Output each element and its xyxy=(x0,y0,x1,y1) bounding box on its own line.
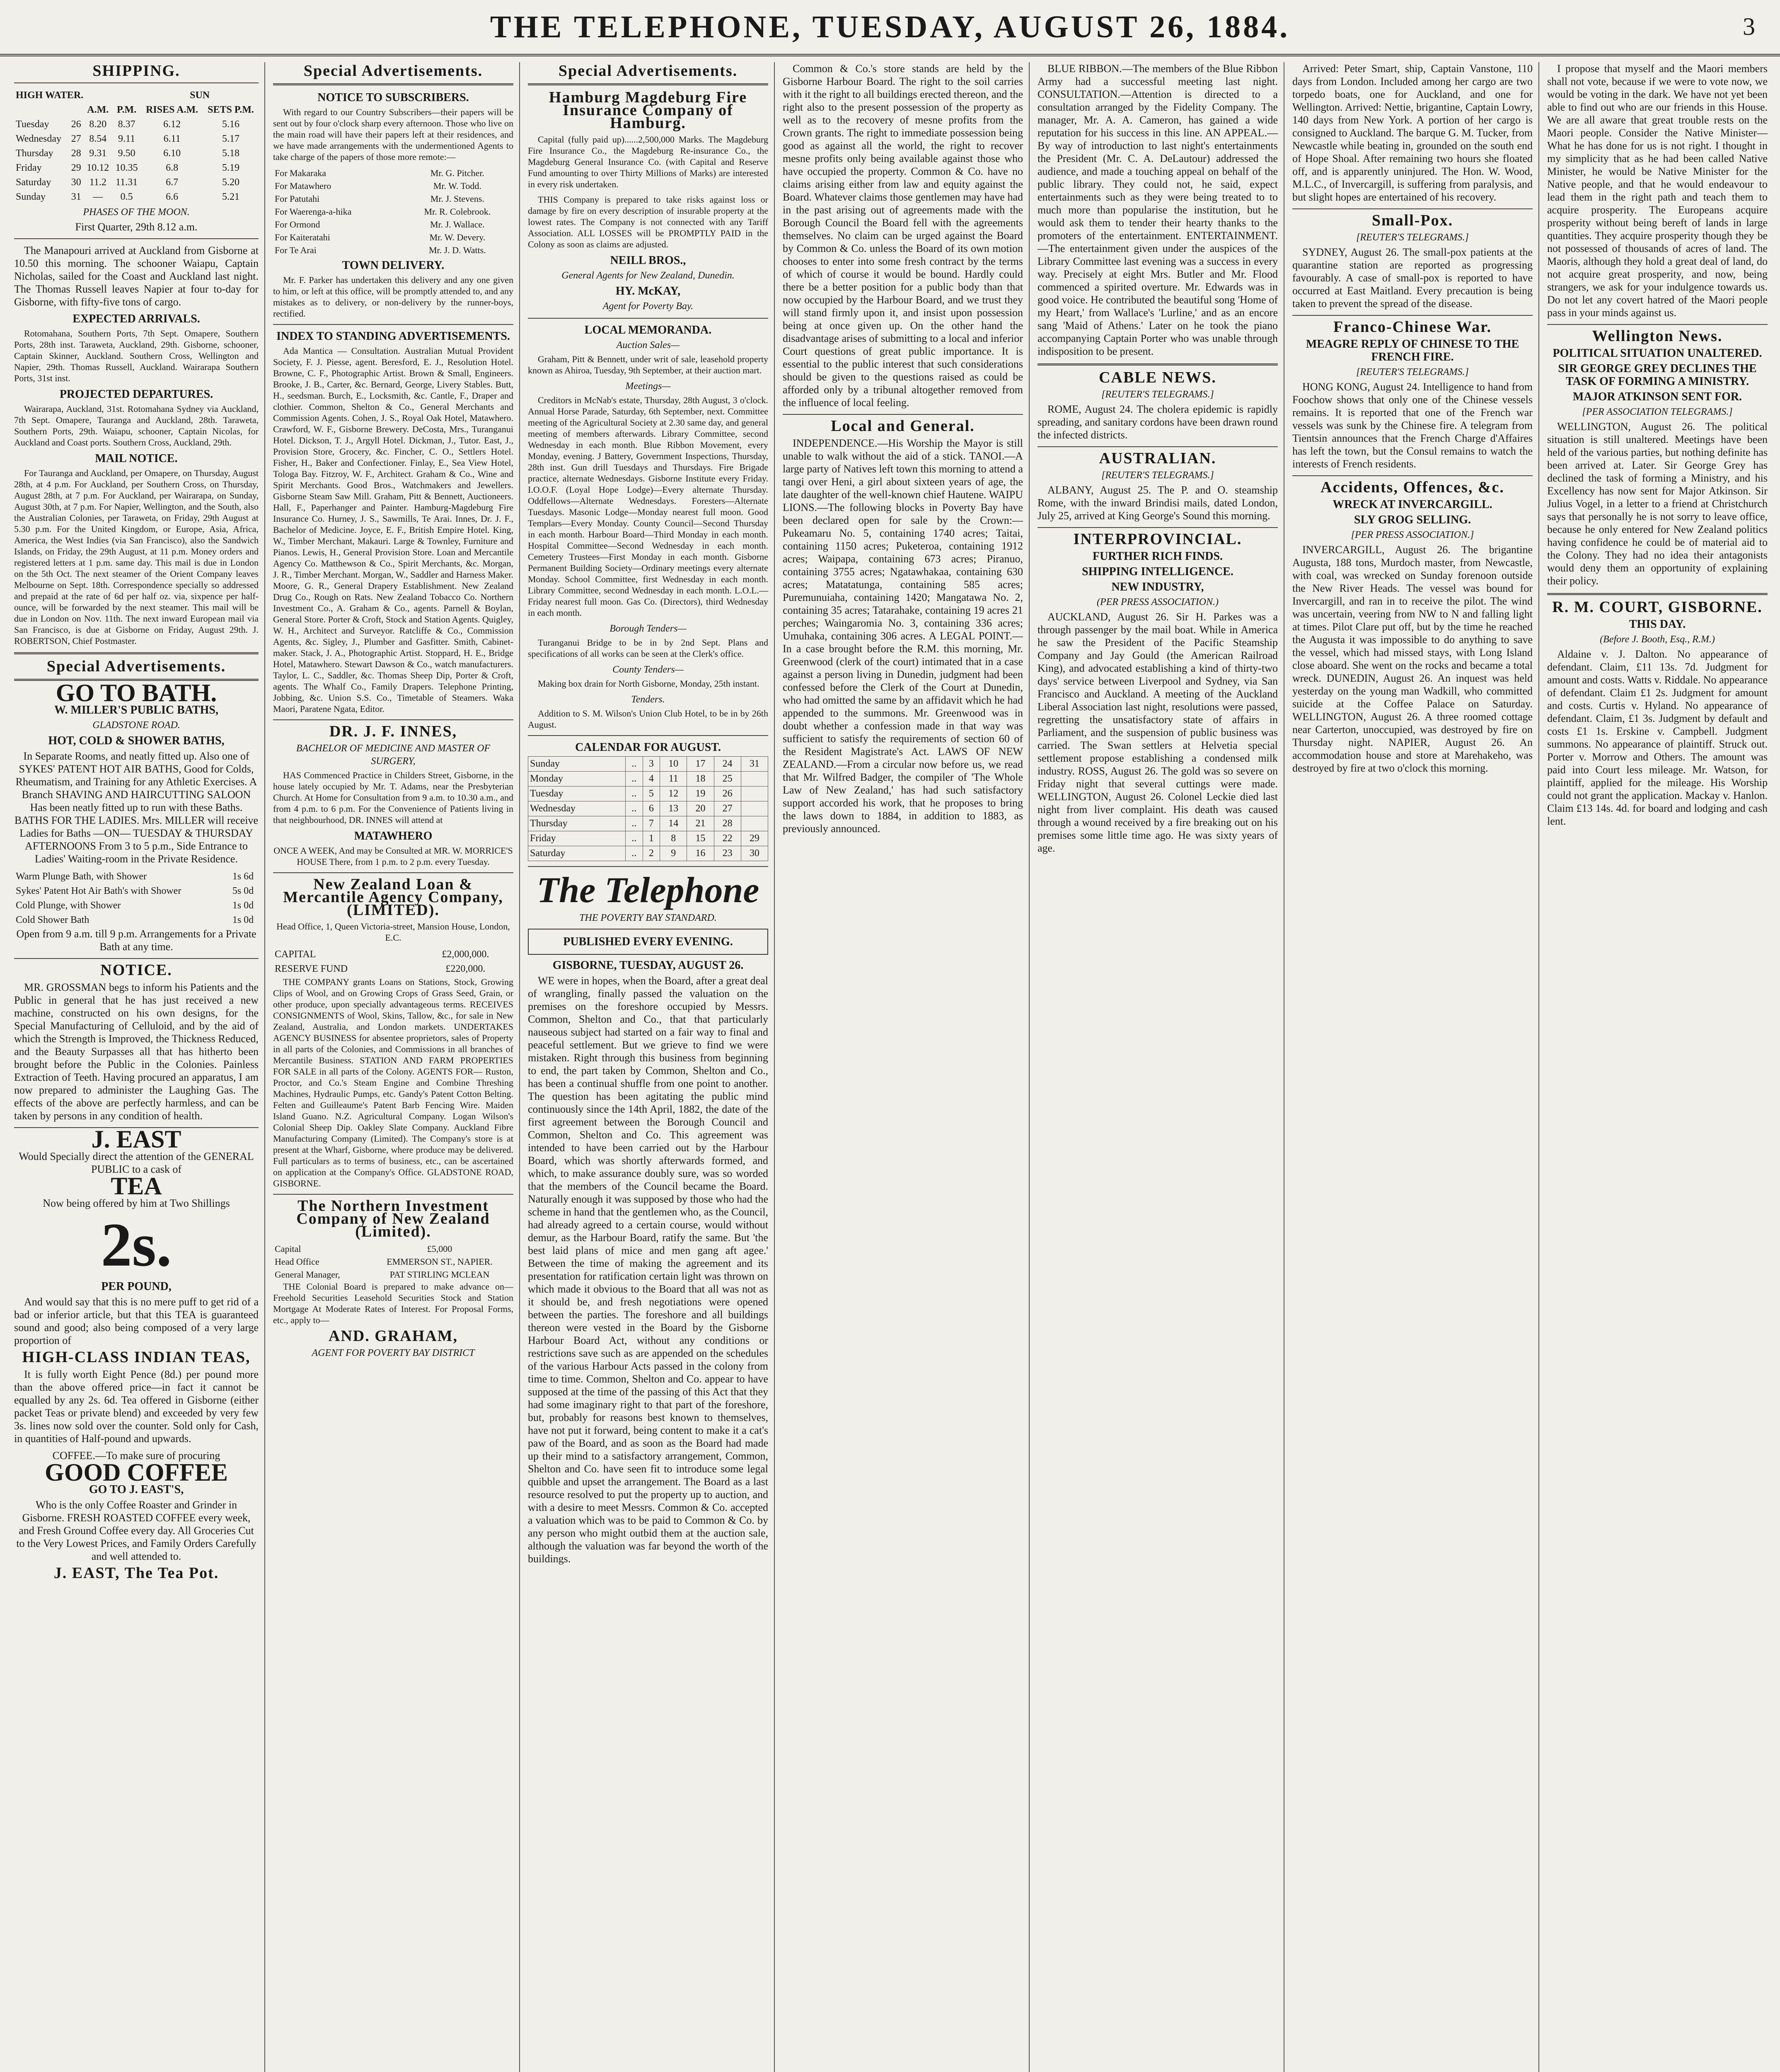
column-1 xyxy=(8,62,265,2072)
divider xyxy=(528,83,768,85)
shipping-text: The Manapouri arrived at Auckland from Gisborne at 10.50 this morning. The schooner Waiapu, Captain Nicholas, sailed for the Coast and Auckland last night. The Thomas Russell leaves Napier at four to-day for Gisborne, with fifty-five tons of cargo. xyxy=(14,244,259,308)
wellington-sub: SIR GEORGE GREY DECLINES THE TASK OF FORMING A MINISTRY. xyxy=(1558,362,1757,388)
column-6 xyxy=(1287,62,1539,2072)
table-row: Head Office EMMERSON ST., NAPIER. xyxy=(275,1256,493,1267)
high-water-heading: HIGH WATER. xyxy=(16,90,84,101)
published-text: PUBLISHED EVERY EVENING. xyxy=(563,935,733,948)
table-row: Tuesday .. 5 12 19 26 xyxy=(528,787,768,801)
divider xyxy=(273,872,513,873)
table-row: For Ormond Mr. J. Wallace. xyxy=(275,219,485,230)
divider xyxy=(14,238,259,239)
cable-news-heading: CABLE NEWS. xyxy=(1099,369,1216,386)
mail-notice-heading: MAIL NOTICE. xyxy=(95,452,178,465)
tide-header: A.M. xyxy=(87,104,109,115)
divider xyxy=(1547,324,1768,325)
sun-heading: SUN xyxy=(190,90,210,101)
divider xyxy=(14,82,259,83)
table-row: CAPITAL £2,000,000. xyxy=(275,949,489,960)
divider xyxy=(1038,363,1278,366)
local-memoranda-heading: LOCAL MEMORANDA. xyxy=(584,324,712,336)
divider xyxy=(528,318,768,319)
wellington-sub: MAJOR ATKINSON SENT FOR. xyxy=(1572,390,1742,403)
franco-chinese-text: HONG KONG, August 24. Intelligence to hand from Foochow shows that only one of the Chinese vessels remains. It is reported that one of the French war vessels was sunk by the Chinese fire. A telegram from Tientsin announces that the French Charge d'Affaires has left the town, but the Consul remains to watch the interests of French residents. xyxy=(1292,381,1533,470)
divider xyxy=(783,414,1023,415)
accidents-heading: Accidents, Offences, &c. xyxy=(1320,479,1504,496)
mckay-name: HY. McKAY, xyxy=(615,285,681,298)
editorial-text: WE were in hopes, when the Board, after a great deal of wrangling, finally passed the valuation on the premises on the foreshore occupied by Messrs. Common, Shelton and Co., that that particularly nauseous subject had started on a fair way to final and peaceful settlement. But we grieve to find we were mistaken. Right through this business from beginning to end, the part taken by Common, Shelton and Co., has been a continual shuffle from one point to another. The question has been agitating the public mind continuously since the 14th April, 1882, the date of the first agreement between the Borough Council and Common, Shelton and Co. This agreement was intended to have been carried out by the Harbour Board, which was shortly afterwards formed, and which, to make assurance doubly sure, was so worded that the members of the Council became the Board. Naturally enough it was supposed by those who had the scheme in hand that the gentlemen who, as the Council, had already agreed to a certain course, would without demur, as the Harbour Board, ratify the same. But 'the best laid plans of mice and men gang aft agee.' Between the time of making the agreement and its presentation for ratification certain light was thrown on which made it obvious to the Board that all was not as it should be, and fresh negotiations were opened between the parties. The foreshore and all buildings thereon were vested in the Board by the Gisborne Harbour Board Act, without any conditions or restrictions save such as are appended on the schedules of the various Harbour Acts passed in the colony from time to time. Common, Shelton and Co. appear to have supposed at the time of the passing of this Act that they had some imaginary right to that part of the foreshore, but, probably for reasons best known to themselves, have not put it forward, being content to make it a cat's paw of the Board, and as soon as the Board had made up their mind to a satisfactory arrangement, Common, Shelton and Co. have seen fit to introduce some legal quibble and upset the arrangement. The Board as a last resource resolved to put the property up to auction, and with a desire to meet Messrs. Common & Co. accepted a valuation which was to be paid to Common & Co. by any person who might outbid them at the auction sale, although the valuation was far beyond the worth of the buildings. xyxy=(528,975,768,1565)
tea-offer: Now being offered by him at Two Shillings xyxy=(43,1197,230,1209)
bath-hours: Open from 9 a.m. till 9 p.m. Arrangements for a Private Bath at any time. xyxy=(16,928,256,953)
graham-title: AGENT FOR POVERTY BAY DISTRICT xyxy=(312,1348,475,1358)
divider xyxy=(1547,593,1768,595)
special-ads-heading: Special Advertisements. xyxy=(558,62,738,80)
table-row: For Waerenga-a-hika Mr. R. Colebrook. xyxy=(275,206,491,217)
tide-header: SETS P.M. xyxy=(208,104,254,115)
table-row: Friday 29 10.12 10.35 6.8 5.19 xyxy=(16,162,240,173)
interprovincial-sub: NEW INDUSTRY, xyxy=(1111,581,1204,593)
local-general-heading: Local and General. xyxy=(831,417,975,435)
northern-text: THE Colonial Board is prepared to make advance on— Freehold Securities Leasehold Securities Stock and Station Mortgage At Moderate Rates of Interest. For Proposal Forms, etc., apply to— xyxy=(273,1281,513,1325)
tea-word: TEA xyxy=(111,1172,162,1200)
nzloan-capital xyxy=(273,947,513,976)
tide-header: P.M. xyxy=(117,104,137,115)
page-number: 3 xyxy=(1743,13,1755,40)
divider xyxy=(528,866,768,867)
motto: THE POVERTY BAY STANDARD. xyxy=(579,913,717,923)
local-notes: BLUE RIBBON.—The members of the Blue Ribbon Army had a successful meeting last night. CONSULTATION.—Attention is directed to a consultation arranged by the Fidelity Company. The manager, Mr. A. A. Cameron, has gained a wide reputation for his success in this line. AN APPEAL.—By way of introduction to last night's entertainments the President (Mr. C. A. DeLautour) addressed the audience, and made a touching appeal on behalf of the public library. They could not, he said, expect entertainments such as they were being treated to to much more than popularise the institution, but he would ask them to tender their hearty thanks to the promoters of the entertainment. ENTERTAINMENT.—The entertainment given under the auspices of the Library Committee last evening was a success in every way. Precisely at eight Mrs. Butler and Mr. Flood commenced a spirited overture. Mr. Edwards was in good voice. He contributed the beautiful song 'Home of my Heart,' from Wallace's 'Lurline,' and as an encore sang 'Maid of Athens.' Later on he took the piano accompanying Captain Porter who was unable through indisposition to be present. xyxy=(1038,63,1278,357)
county-tenders-heading: County Tenders— xyxy=(612,664,684,675)
table-row: For Te Arai Mr. J. D. Watts. xyxy=(275,245,486,255)
mckay-title: Agent for Poverty Bay. xyxy=(602,301,694,312)
table-row: Wednesday 27 8.54 9.11 6.11 5.17 xyxy=(16,133,240,144)
calendar-table xyxy=(528,756,768,861)
table-row: Friday .. 1 8 15 22 29 xyxy=(528,831,768,846)
table-row: Monday .. 4 11 18 25 xyxy=(528,772,768,787)
interprovincial-text: AUCKLAND, August 26. Sir H. Parkes was a through passenger by the mail boat. While in America he saw the President of the Pacific Steamship Company and Jay Gould (the American Railroad King), and advocated establishing a kind of thirty-two days' service between Liverpool and Sydney, via San Francisco and Auckland. A meeting of the Auckland Liberal Association last night, resolutions were passed, regretting the unsatisfactory state of affairs in Parliament, and the suspension of public business was carried. The Swan settlers at Helvetia special settlement propose establishing a condensed milk industry. ROSS, August 26. The gold was so severe on Friday night that several cuttings were made. WELLINGTON, August 26. Colonel Leckie died last night from liver complaint. His death was caused through a wound received by a fire breaking out on his premises some little time ago. He was sixty years of age. xyxy=(1038,611,1278,854)
auction-heading: Auction Sales— xyxy=(616,340,680,351)
index-heading: INDEX TO STANDING ADVERTISEMENTS. xyxy=(276,330,510,343)
mail-notice-text: For Tauranga and Auckland, per Omapere, on Thursday, August 28th, at 4 p.m. For Auckland, per Southern Cross, on Thursday, August 28th, at 7 p.m. For Auckland, per Wairarapa, on Sunday, August 30th, at 7 p.m. For Napier, Wellington, and the South, also the Australian Colonies, per Taraweta, on Friday, 29th August at 5.30 p.m. For the United Kingdom, or Europe, Asia, Africa, America, the West Indies (via San Francisco), also the Sandwich Islands, on Friday, the 29th August, at 11 p.m. Money orders and registered letters at 1 p.m. same day. This mail is due in London on the 5th Oct. The next steamer of the Orient Company leaves Melbourne on Sept. 18th. Correspondence specially so addressed and prepaid at the rate of 6d per half oz. via, sixpence per half-ounce, will be forwarded by the next steamer. This mail will be due in London on Nov. 11th. The next inward European mail via San Francisco, is due at Gisborne on Friday, August 29th. J. ROBERTSON, Chief Postmaster. xyxy=(14,468,259,646)
interprovincial-source: (PER PRESS ASSOCIATION.) xyxy=(1097,597,1219,608)
table-row: Warm Plunge Bath, with Shower 1s 6d xyxy=(16,871,254,882)
franco-chinese-heading: Franco-Chinese War. xyxy=(1333,318,1492,336)
divider xyxy=(1038,527,1278,528)
hamburg-capital: Capital (fully paid up)......2,500,000 Marks. The Magdeburg Fire Insurance Co., the Magdeburg Re-insurance Co., the Magdeburg General Insurance Co. (with Capital and Reserve Fund amounting to over Thirty Millions of Marks) are interested in every risk undertaken. xyxy=(528,134,768,189)
local-general-items: INDEPENDENCE.—His Worship the Mayor is still unable to walk without the aid of a stick. TANOI.—A large party of Natives left town this morning to attend a tangi over Heni, a girl about sixteen years of age, the late daughter of the well-known chief Hautene. WAIPU LIONS.—The following blocks in Poverty Bay have been declared open for sale by the Crown:—Pukeamaru No. 5, containing 1740 acres; Taitai, containing 1150 acres; Puketeroa, containing 1912 acres; Waipapa, containing 673 acres; Piranuo, containing 3755 acres; Ngatawhakaa, containing 630 acres; Matatatunga, containing 585 acres; Puremunuiaha, containing 1420; Mangatawa No. 2, containing 35 acres; Tatarahake, containing 19 acres 21 perches; Waingaromia No. 3, containing 336 acres; Umuhaka, containing 306 acres. A LEGAL POINT.—In a case brought before the R.M. this morning, Mr. Greenwood (clerk of the court) intimated that in a case against a person living in Dunedin, judgment had been confessed before the Clerk of the Court at Dunedin, who had omitted the same by an affidavit which he had appended to the summons. Mr. Greenwood was in doubt whether a confession made in that way was sufficient to satisfy the requirements of section 60 of the Resident Magistrate's Act. LAWS OF NEW ZEALAND.—From a circular now before us, we read that Mr. Wilfred Badger, the compiler of 'The Whole Law of New Zealand,' has had such satisfactory support accorded his work, that he proposes to bring the laws down to 1884, in addition to 1883, as previously announced. xyxy=(783,437,1023,835)
australian-heading: AUSTRALIAN. xyxy=(1099,450,1216,467)
franco-chinese-sub: MEAGRE REPLY OF CHINESE TO THE FRENCH FIRE. xyxy=(1306,338,1519,363)
notice-heading: NOTICE. xyxy=(100,961,172,979)
agents-table xyxy=(273,167,513,257)
bath-prices xyxy=(14,869,259,927)
hamburg-heading: Hamburg Magdeburg Fire Insurance Company of Hamburg. xyxy=(549,89,747,132)
expected-arrivals-text: Rotomahana, Southern Ports, 7th Sept. Omapere, Southern Ports, 28th inst. Taraweta, Auckland, 29th. Gisborne, schooner, Captain Skinner, Auckland. Southern Cross, Wellington and Napier, 29th. Thomas Russell, Auckland. Wairarapa Southern Ports, 31st inst. xyxy=(14,328,259,383)
meetings-heading: Meetings— xyxy=(625,381,671,392)
rm-court-sub: THIS DAY. xyxy=(1629,618,1686,631)
northern-heading: The Northern Investment Company of New Zealand (Limited). xyxy=(296,1197,490,1240)
index-items: Ada Mantica — Consultation. Australian Mutual Provident Society, F. J. Piesse, agent. Beresford, E. J., Resolution Hotel. Browne, C. F., Photographic Artist. Brown & Small, Engineers. Brooke, J. B., Carter, &c. Bernard, George, Livery Stables. Butt, H., seedsman. Burch, E., Locksmith, &c. Cantle, F., Draper and clothier. Common, Shelton & Co., General Merchants and Commission Agents. Cohen, J. S., Royal Oak Hotel, Matawhero. Crawford, W. F., Gisborne Brewery. DeCosta, Mrs., Turanganui Hotel. Dickson, T. J., Argyll Hotel. Dickman, J., Tutor. East, J., Provision Store, Grocery, &c. Fincher, C. O., Settlers Hotel. Fisher, H., Baker and Confectioner. Finlay, E., Sea View Hotel, Tologa Bay. Fitzroy, W. F., Architect. Graham & Co., Wine and Spirit Merchants. Good Bros., Watchmakers and Jewellers. Gisborne Steam Saw Mill. Graham, Pitt & Bennett, Auctioneers. Hall, F., Paperhanger and Painter. Hamburg-Magdeburg Fire Insurance Co. Hurney, J. S., Sawmills, Te Arai. Innes, Dr. J. F., Bachelor of Medicine. Joyce, E. F., British Empire Hotel. King, W., Timber Merchant, Makauri. Large & Townley, Furniture and Pianos. Lewis, H., General Provision Store. Loan and Mercantile Agency Co. Matthewson & Co., Spirit Merchants, &c. Morgan, J. R., Timber Merchant. Morgan, W., Saddler and Harness Maker. Moore, G. R., General Drapery Establishment. New Zealand Drug Co., Rough on Rats. New Zealand Tobacco Co. Northern Investment Co., A. Graham & Co., agents. Parnell & Boylan, General Store. Porter & Croft, Stock and Station Agents. Quigley, W. H., Architect and Surveyor. Ratcliffe & Co., Commission Agents, &c. Sigley, J., Plumber and Gasfitter. Smith, Cabinet-maker. Stack, J. A., Photographic Artist. Stoppard, H. E., Bridge Hotel, Matawhero. Stewart Dawson & Co., watch manufacturers. Taylor, L. C., Saddler, &c. Thomas Sheep Dip, Porter & Croft, agents. The Whalf Co., Family Drapers. Telephone Printing, Jobbing, &c. Union S.S. Co., Timetable of Steamers. Waka Maori, Paratene Ngata, Editor. xyxy=(273,346,513,714)
bath-sub: HOT, COLD & SHOWER BATHS, xyxy=(48,734,225,747)
borough-tenders-text: Turanganui Bridge to be in by 2nd Sept. Plans and specifications of all works can be seen at the Clerk's office. xyxy=(528,637,768,659)
table-row: Sunday .. 3 10 17 24 31 xyxy=(528,757,768,772)
wellington-source: [PER ASSOCIATION TELEGRAMS.] xyxy=(1582,407,1733,417)
go-to-east: GO TO J. EAST'S, xyxy=(89,1483,184,1496)
expected-arrivals-heading: EXPECTED ARRIVALS. xyxy=(73,312,200,325)
nzloan-office: Head Office, 1, Queen Victoria-street, Mansion House, London, E.C. xyxy=(276,921,510,943)
newspaper-title: THE TELEPHONE, TUESDAY, AUGUST 26, 1884. xyxy=(490,10,1290,44)
table-row: For Matawhero Mr. W. Todd. xyxy=(275,181,481,191)
town-delivery-text: Mr. F. Parker has undertaken this delivery and any one given to him, or left at this office, will be promptly attended to, and any mistakes as to delivery, or non-delivery by the runner-boys, rectified. xyxy=(273,275,513,319)
moon-heading: PHASES OF THE MOON. xyxy=(83,207,190,218)
interprovincial-heading: INTERPROVINCIAL. xyxy=(1073,530,1242,548)
calendar-heading: CALENDAR FOR AUGUST. xyxy=(575,741,721,754)
good-coffee: GOOD COFFEE xyxy=(45,1459,228,1486)
divider xyxy=(273,83,513,85)
smallpox-heading: Small-Pox. xyxy=(1371,212,1454,229)
innes-text-2: ONCE A WEEK, And may be Consulted at MR. W. MORRICE'S HOUSE There, from 1 p.m. to 2 p.m. every Tuesday. xyxy=(273,845,513,867)
table-row: RESERVE FUND £220,000. xyxy=(275,963,486,974)
shipping-heading: SHIPPING. xyxy=(92,62,180,80)
tea-price-unit: PER POUND, xyxy=(101,1280,172,1293)
neill-title: General Agents for New Zealand, Dunedin. xyxy=(561,270,735,281)
wellington-sub: POLITICAL SITUATION UNALTERED. xyxy=(1553,347,1762,360)
tenders-heading: Tenders. xyxy=(631,694,665,705)
divider xyxy=(273,719,513,720)
east-name: J. EAST xyxy=(91,1126,181,1153)
subscriber-notice-heading: NOTICE TO SUBSCRIBERS. xyxy=(317,91,469,104)
innes-place: MATAWHERO xyxy=(354,830,433,842)
divider xyxy=(1292,208,1533,209)
moon-text: First Quarter, 29th 8.12 a.m. xyxy=(75,221,198,233)
tide-table xyxy=(14,88,259,204)
nzloan-text: THE COMPANY grants Loans on Stations, Stock, Growing Clips of Wool, and on Growing Crops of Grass Seed, Grain, or other produce, upon specially advantageous terms. RECEIVES CONSIGNMENTS of Wool, Skins, Tallow, &c., for sale in New Zealand, Australia, and London markets. UNDERTAKES AGENCY BUSINESS for absentee proprietors, sales of Property in all parts of the Colonies, and Commissions in all branches of Mercantile Business. STATION AND FARM PROPERTIES FOR SALE in all parts of the Colony. AGENTS FOR— Ruston, Proctor, and Co.'s Steam Engine and Combine Threshing Machines, Hydraulic Pumps, etc. Gandy's Patent Cotton Belting. Felten and Guilleaume's Patent Barb Fencing Wire. Maiden Island Guano. N.Z. Agricultural Company. Logan Wilson's Colonial Sheep Dip. Oakley Slate Company. Auckland Fibre Manufacturing Company (Limited). The Company's store is at present at the Wharf, Gisborne, where produce may be delivered. Full particulars as to terms of business, etc., can be ascertained on application at the Company's Office. GLADSTONE ROAD, GISBORNE. xyxy=(273,977,513,1188)
dateline: GISBORNE, TUESDAY, AUGUST 26. xyxy=(552,959,744,972)
bath-name: W. MILLER'S PUBLIC BATHS, xyxy=(54,704,218,716)
innes-text: HAS Commenced Practice in Childers Street, Gisborne, in the house lately occupied by Mr. T. Adams, near the Presbyterian Church. At Home for Consultation from 9 a.m. to 10.30 a.m., and from 4 p.m. to 6 p.m. For the Convenience of Patients living in that neighbourhood, DR. INNES will attend at xyxy=(273,770,513,825)
arrivals-text: Arrived: Peter Smart, ship, Captain Vanstone, 110 days from London. Included among her cargo are two torpedo boats, one for Auckland, and one for Wellington. Arrived: Nettie, brigantine, Captain Lowry, 140 days from New York. A portion of her cargo is consigned to Auckland. The barque G. M. Tucker, from Newcastle while beating in, grounded on the south end of Hope Shoal. After remaining two hours she floated off, and is apparently uninjured. The Hon. W. Wood, M.L.C., of Invercargill, is suffering from paralysis, and but slight hopes are entertained of his recovery. xyxy=(1292,63,1533,203)
east-signature: J. EAST, The Tea Pot. xyxy=(53,1564,219,1582)
special-ads-heading: Special Advertisements. xyxy=(303,62,483,80)
editorial-continued: Common & Co.'s store stands are held by the Gisborne Harbour Board. The right to the soil carries with it the right to all buildings erected thereon, and the right also to the present possession of the property as well as to the recovery of mesne profits from the Crown grants. The right to immediate possession being good as against all the world, the right to recover mesne profits only being available against those who have occupied the property. Common & Co. have no claims arising either from law and equity against the Board. Whatever claims those gentlemen may have had in the past arising out of agreements made with the Borough Council the Board fell with the agreements themselves. No claim can be urged against the Board by Common & Co. unless the Board of its own motion chooses to enter into some fresh contract by the terms of which of course it would be bound. Hardly could there be a better position for a public body than that now occupied by the Harbour Board, and we trust they will stand firmly upon it, and insist upon possession being at once given up. On the other hand the disadvantage arises of submitting to a local and inferior Court questions of great public importance. It is essential to the public interest that such considerations should be given to the questions raised as could be afforded only by a tribunal altogether removed from the influence of local feeling. xyxy=(783,63,1023,409)
column-3 xyxy=(522,62,775,2072)
projected-departures-text: Wairarapa, Auckland, 31st. Rotomahana Sydney via Auckland, 7th Sept. Omapere, Tauranga and Auckland, 28th. Taraweta, Southern Ports, 29th. Waiapu, schooner, Captain Nicolas, for Auckland and Coast ports. Southern Cross, Auckland, 29th. xyxy=(14,404,259,448)
accidents-sub: WRECK AT INVERCARGILL. xyxy=(1333,498,1492,511)
table-row: Cold Shower Bath 1s 0d xyxy=(16,915,254,925)
coffee-line: COFFEE.—To make sure of procuring xyxy=(52,1450,220,1462)
table-row: For Kaiteratahi Mr. W. Devery. xyxy=(275,232,486,242)
interprovincial-sub: FURTHER RICH FINDS. xyxy=(1092,550,1223,563)
innes-name: DR. J. F. INNES, xyxy=(329,723,457,740)
column-4 xyxy=(777,62,1030,2072)
table-row: Saturday .. 2 9 16 23 30 xyxy=(528,846,768,861)
nzloan-heading: New Zealand Loan & Mercantile Agency Company, (LIMITED). xyxy=(283,876,503,919)
divider xyxy=(14,652,259,654)
tide-header xyxy=(14,103,69,117)
tea-price: 2s. xyxy=(101,1210,172,1279)
australian-text: ALBANY, August 25. The P. and O. steamship Rome, with the inward Brindisi mails, dated London, July 25, arrived at King George's Sound this morning. xyxy=(1038,484,1278,522)
column-2 xyxy=(267,62,520,2072)
table-row: Tuesday 26 8.20 8.37 6.12 5.16 xyxy=(16,119,240,130)
table-row: Cold Plunge, with Shower 1s 0d xyxy=(16,900,254,911)
table-row: Saturday 30 11.2 11.31 6.7 5.20 xyxy=(16,177,240,188)
notice-text: MR. GROSSMAN begs to inform his Patients and the Public in general that he has just received a new machine, constructed on his own designs, for the Special Manufacturing of Celluloid, and by the aid of which the Strength is Improved, the Thickness Reduced, and the Beauty Surpasses all that has hitherto been brought before the Public in the Colonies. Painless Extraction of Teeth. Having procured an apparatus, I am now prepared to administer the Laughing Gas. The effects of the above are perfectly harmless, and can be taken by persons in any condition of health. xyxy=(14,981,259,1122)
table-row: For Makaraka Mr. G. Pitcher. xyxy=(275,168,484,178)
telephone-logo: The Telephone xyxy=(537,870,759,910)
projected-departures-heading: PROJECTED DEPARTURES. xyxy=(59,388,213,401)
auction-text: Graham, Pitt & Bennett, under writ of sale, leasehold property known as Ahiroa, Tuesday, 9th September, at their auction mart. xyxy=(528,354,768,375)
special-ads-heading: Special Advertisements. xyxy=(46,658,226,675)
borough-tenders-heading: Borough Tenders— xyxy=(609,623,687,634)
east-intro: Would Specially direct the attention of the GENERAL PUBLIC to a cask of xyxy=(19,1150,254,1175)
smallpox-source: [REUTER'S TELEGRAMS.] xyxy=(1356,232,1469,243)
bath-heading: GO TO BATH. xyxy=(56,679,217,707)
smallpox-text: SYDNEY, August 26. The small-pox patients at the quarantine station are reported as progressing favourably. A case of small-pox is reported to have occurred at East Maitland. Every precaution is being taken to prevent the spread of the disease. xyxy=(1292,246,1533,310)
divider xyxy=(528,735,768,736)
column-7 xyxy=(1541,62,1773,2072)
australian-source: [REUTER'S TELEGRAMS.] xyxy=(1101,470,1214,481)
tide-header: RISES A.M. xyxy=(146,104,198,115)
neill-name: NEILL BROS., xyxy=(610,254,686,267)
tide-header xyxy=(69,103,84,117)
wellington-text: WELLINGTON, August 26. The political situation is still unaltered. Meetings have been held of the various parties, but nothing definite has been arrived at. Later. Sir George Grey has declined the task of forming a Ministry, and his Excellency has now sent for Major Atkinson. Sir Julius Vogel, in a letter to a friend at Christchurch says that personally he is not sorry to leave office, because he only entered for New Zealand politics having confidence he could be of material aid to the Colony. They had no idea their antagonists would deny them an opportunity of explaining their policy. xyxy=(1547,421,1768,587)
coffee-text: Who is the only Coffee Roaster and Grinder in Gisborne. FRESH ROASTED COFFEE every week, and Fresh Ground Coffee every day. All Groceries Cut to the Very Lowest Prices, and Family Orders Carefully and well attended to. xyxy=(16,1499,256,1562)
tenders-text: Addition to S. M. Wilson's Union Club Hotel, to be in by 26th August. xyxy=(528,708,768,730)
table-row: General Manager, PAT STIRLING MCLEAN xyxy=(275,1269,490,1280)
divider xyxy=(273,324,513,325)
tea-text: And would say that this is no mere puff to get rid of a bad or inferior article, but that this TEA is guaranteed sound and good; also being composed of a very large proportion of xyxy=(14,1296,259,1346)
divider xyxy=(273,1194,513,1195)
rm-court-text: Aldaine v. J. Dalton. No appearance of defendant. Claim, £11 13s. 7d. Judgment for amount and costs. Watts v. Riddale. No appearance of defendant. Claim £1 2s. Judgment for amount and costs. Curtis v. Hyland. No appearance of defendant. Claim, £1 3s. Judgment by default and costs £1 1s. Erskine v. Campbell. Judgment summons. No appearance of plaintiff. Struck out. Porter v. Morrow and Others. The amount was paid into Court less mileage. Mr. Watson, for plaintiff, applied for the mileage. His Worship could not grant the application. Mackay v. Hanlon. Claim £13 14s. 4d. for board and lodging and cash lent. xyxy=(1547,648,1768,827)
table-row: Wednesday .. 6 13 20 27 xyxy=(528,801,768,816)
meetings-text: Creditors in McNab's estate, Thursday, 28th August, 3 o'clock. Annual Horse Parade, Saturday, 6th September, next. Committee meeting of the Agricultural Society at 2.30 same day, and general meeting of members afterwards. Library Committee, second Wednesday in each month. Blue Ribbon Movement, every Monday, evening. J Battery, Government Inspections, Thursday, 28th inst. Gun drill Tuesdays and Thursdays. Fire Brigade practice, alternate Wednesdays. Gisborne Institute every Friday. I.O.O.F. (Loyal Hope Lodge)—Every alternate Thursday. Oddfellows—Alternate Wednesdays. Foresters—Alternate Tuesdays. Masonic Lodge—Monday nearest full moon. Good Templars—Every Monday. County Council—Second Thursday in each month. Harbour Board—Third Monday in each month. Hospital Committee—Second Wednesday in each month. Cemetery Trustees—First Monday in each month. Gisborne Permanent Building Society—Ordinary meetings every alternate Monday. School Committee, first Wednesday in each month. Library Committee, second Wednesday in each month. L.O.L.—Friday nearest full moon. Gas Co. (Directors), third Wednesday in each month. xyxy=(528,395,768,618)
interprovincial-sub: SHIPPING INTELLIGENCE. xyxy=(1082,565,1233,578)
published-box xyxy=(528,929,768,955)
table-row: Capital £5,000 xyxy=(275,1244,452,1254)
tea-text-2: It is fully worth Eight Pence (8d.) per pound more than the above offered price—in fact it cannot be equalled by any 2s. 6d. Tea offered in Gisborne (either packet Teas or private blend) and exceeded by very few 3s. lines now sold over the counter. Sold only for Cash, in quantities of Half-pound and upwards. xyxy=(14,1368,259,1445)
innes-title: BACHELOR OF MEDICINE AND MASTER OF SURGERY, xyxy=(296,743,491,767)
masthead xyxy=(0,0,1780,56)
column-5 xyxy=(1032,62,1284,2072)
divider xyxy=(1292,475,1533,476)
graham-name: AND. GRAHAM, xyxy=(328,1327,458,1345)
table-row: Thursday 28 9.31 9.50 6.10 5.18 xyxy=(16,148,240,159)
bath-text: In Separate Rooms, and neatly fitted up. Also one of SYKES' PATENT HOT AIR BATHS, Good for Colds, Rheumatism, and Training for any Athletic Exercises. A Branch SHAVING AND HAIRCUTTING SALOON Has been neatly fitted up to run with these Baths. BATHS FOR THE LADIES. Mrs. MILLER will receive Ladies for Baths —ON— TUESDAY & THURSDAY AFTERNOONS From 3 to 5 p.m., Side Entrance to Ladies' Waiting-room in the Private Residence. xyxy=(14,750,259,865)
divider xyxy=(14,958,259,959)
rm-court-bench: (Before J. Booth, Esq., R.M.) xyxy=(1600,634,1715,645)
town-delivery-heading: TOWN DELIVERY. xyxy=(342,259,445,272)
franco-chinese-source: [REUTER'S TELEGRAMS.] xyxy=(1356,367,1469,378)
divider xyxy=(1038,446,1278,447)
table-row: For Patutahi Mr. J. Stevens. xyxy=(275,194,484,204)
accidents-sub: SLY GROG SELLING. xyxy=(1354,513,1471,526)
hamburg-text: THIS Company is prepared to take risks against loss or damage by fire on every description of insurable property at the lowest rates. The Company is not connected with any Tariff Association. ALL LOSSES will be PROMPTLY PAID in the Colony as soon as claims are adjusted. xyxy=(528,194,768,249)
table-row: Sunday 31 — 0.5 6.6 5.21 xyxy=(16,191,240,202)
county-tenders-text: Making box drain for North Gisborne, Monday, 25th instant. xyxy=(538,678,759,689)
accidents-text: INVERCARGILL, August 26. The brigantine Augusta, 188 tons, Murdoch master, from Newcastle, with coal, was wrecked on Sunday forenoon outside the New River Heads. The vessel was bound for Invercargill, and ran in to receive the pilot. The wind was uncertain, veering from NW to N and falling light at times. Pilot Clare put off, but by the time he reached the Augusta it was impossible to do anything to save the vessel, which had missed stays, with Long Island close aboard. She went on the rocks and became a total wreck. DUNEDIN, August 26. An inquest was held yesterday on the young man Wadkill, who committed suicide at the Coffee Palace on Saturday. WELLINGTON, August 26. A three roomed cottage near Carterton, unoccupied, was destroyed by fire on Thursday night. NAPIER, August 26. An accommodation house and store at Marehakeho, was destroyed by fire at two o'clock this morning. xyxy=(1292,544,1533,774)
rm-court-heading: R. M. COURT, GISBORNE. xyxy=(1552,598,1763,616)
indian-tea: HIGH-CLASS INDIAN TEAS, xyxy=(22,1348,251,1366)
accidents-source: [PER PRESS ASSOCIATION.] xyxy=(1351,530,1474,540)
cable-news-source: [REUTER'S TELEGRAMS.] xyxy=(1101,389,1214,400)
bath-street: GLADSTONE ROAD. xyxy=(92,720,180,731)
cable-news-text: ROME, August 24. The cholera epidemic is rapidly spreading, and sanitary cordons have been drawn round the infected districts. xyxy=(1038,403,1278,441)
maori-members-text: I propose that myself and the Maori members shall not vote, because if we were to vote now, we would be voting in the dark. We have not yet been able to find out who are our friends in this House. We are all aware that great trouble rests on the Maori people. Consider the Native Minister—What he has done for us is not right. I thought in my simplicity that as he had been called Native Minister, he would be Native Minister for the Native people, and that he would endeavour to lead them in the right path and teach them to acquire prosperity. The Europeans acquire prosperity without being bereft of lands in large quantities. They acquire prosperity though they be not possessed of thousands of acres of land. The Maoris, although they hold a great deal of land, do not acquire great prosperity, and now, being strangers, we ask for your indulgence towards us. Do not let any covert hatred of the Maori people pass in your minds against us. xyxy=(1547,63,1768,319)
subscriber-notice-text: With regard to our Country Subscribers—their papers will be sent out by four o'clock sharp every afternoon. Those who live on the main road will have their papers left at their residences, and we have made arrangements with the undermentioned Agents to take charge of the papers of those more remote:— xyxy=(273,107,513,162)
northern-table xyxy=(273,1242,513,1281)
table-row: Sykes' Patent Hot Air Bath's with Shower 5s 0d xyxy=(16,886,254,896)
wellington-heading: Wellington News. xyxy=(1592,327,1723,345)
table-row: Thursday .. 7 14 21 28 xyxy=(528,816,768,831)
divider xyxy=(1292,315,1533,316)
